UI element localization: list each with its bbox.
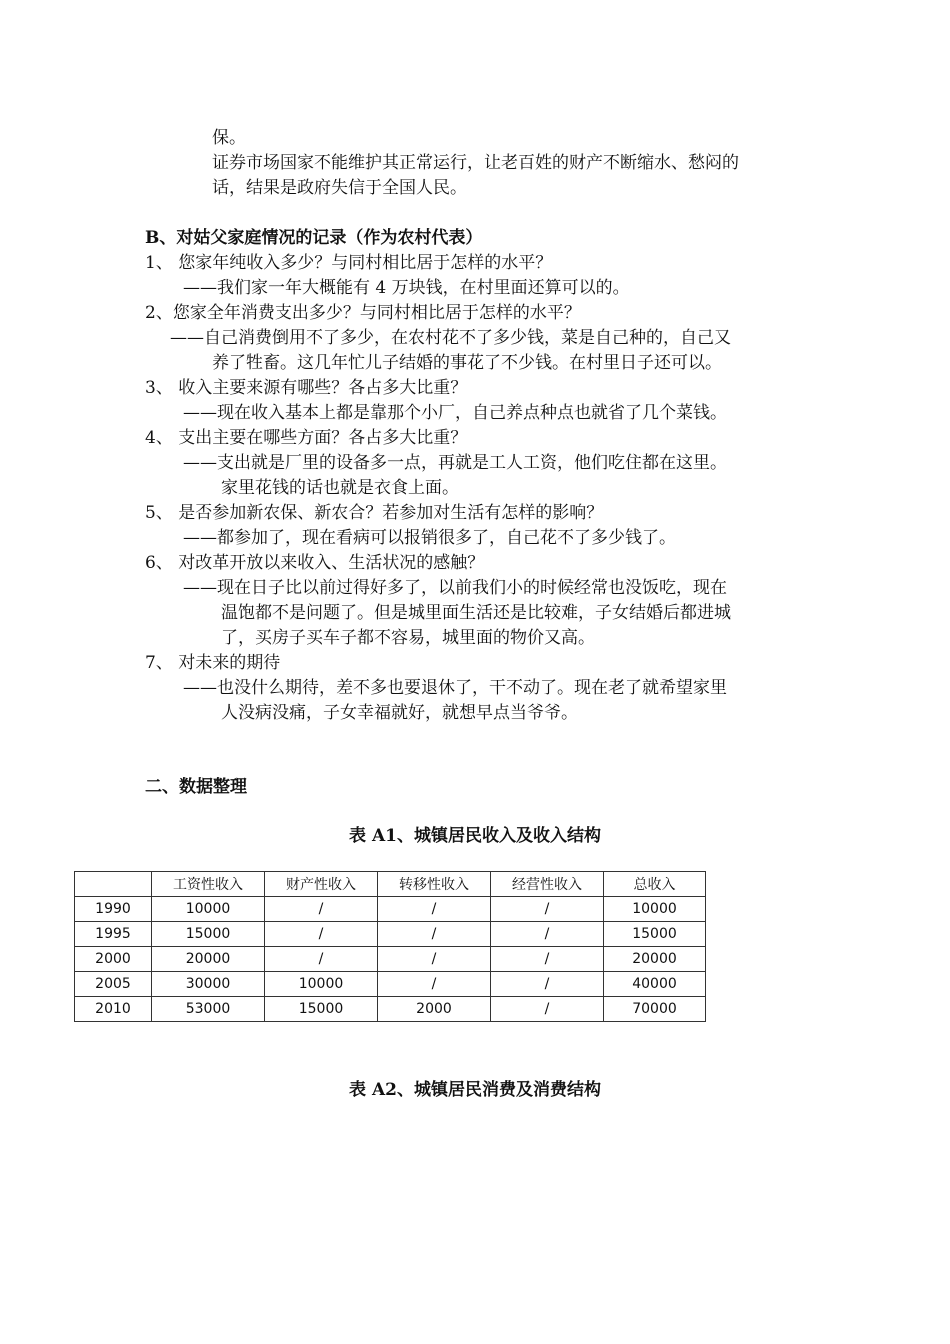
table-row — [75, 972, 706, 997]
answer-2-line: 养了牲畜。这几年忙儿子结婚的事花了不少钱。在村里日子还可以。 — [212, 353, 722, 373]
year-cell: 2010 — [75, 997, 152, 1022]
answer-4-line: ——支出就是厂里的设备多一点，再就是工人工资，他们吃住都在这里。 — [183, 453, 727, 473]
question-5: 5、 是否参加新农保、新农合？若参加对生活有怎样的影响？ — [145, 503, 604, 523]
table-row — [75, 922, 706, 947]
table-a2-title: 表 A2、城镇居民消费及消费结构 — [349, 1080, 601, 1100]
question-6: 6、 对改革开放以来收入、生活状况的感触？ — [145, 553, 485, 573]
table-row — [75, 897, 706, 922]
table-cell: / — [491, 897, 604, 922]
table-cell: 10000 — [265, 972, 378, 997]
year-cell: 2000 — [75, 947, 152, 972]
answer-1-line: ——我们家一年大概能有 4 万块钱，在村里面还算可以的。 — [183, 278, 630, 298]
table-cell: 15000 — [152, 922, 265, 947]
answer-4-line: 家里花钱的话也就是衣食上面。 — [221, 478, 459, 498]
table-cell: / — [378, 922, 491, 947]
table-cell: 20000 — [152, 947, 265, 972]
question-3: 3、 收入主要来源有哪些？各占多大比重？ — [145, 378, 468, 398]
section-b-title: B、对姑父家庭情况的记录（作为农村代表） — [145, 228, 483, 248]
answer-6-line: ——现在日子比以前过得好多了，以前我们小的时候经常也没饭吃，现在 — [183, 578, 727, 598]
table-cell: / — [265, 922, 378, 947]
question-4: 4、 支出主要在哪些方面？各占多大比重？ — [145, 428, 468, 448]
table-cell: / — [378, 897, 491, 922]
table-cell: / — [265, 897, 378, 922]
table-a1-title: 表 A1、城镇居民收入及收入结构 — [349, 826, 601, 846]
answer-6-line: 温饱都不是问题了。但是城里面生活还是比较难，子女结婚后都进城 — [221, 603, 731, 623]
table-cell: / — [378, 947, 491, 972]
header-cell: 总收入 — [604, 872, 706, 897]
table-cell: 40000 — [604, 972, 706, 997]
table-row — [75, 997, 706, 1022]
table-cell: / — [491, 997, 604, 1022]
table-cell: / — [265, 947, 378, 972]
table-cell: 70000 — [604, 997, 706, 1022]
year-cell: 1990 — [75, 897, 152, 922]
table-cell: 53000 — [152, 997, 265, 1022]
header-cell: 经营性收入 — [491, 872, 604, 897]
question-7: 7、 对未来的期待 — [145, 653, 281, 673]
paragraph-line: 证券市场国家不能维护其正常运行，让老百姓的财产不断缩水、愁闷的 — [212, 153, 739, 173]
table-cell: 10000 — [604, 897, 706, 922]
table-cell: 10000 — [152, 897, 265, 922]
year-cell: 1995 — [75, 922, 152, 947]
table-cell: / — [378, 972, 491, 997]
table-cell: 2000 — [378, 997, 491, 1022]
answer-6-line: 了，买房子买车子都不容易，城里面的物价又高。 — [221, 628, 595, 648]
table-cell: 20000 — [604, 947, 706, 972]
table-cell: / — [491, 922, 604, 947]
question-2: 2、您家全年消费支出多少？与同村相比居于怎样的水平？ — [145, 303, 581, 323]
question-1: 1、 您家年纯收入多少？与同村相比居于怎样的水平？ — [145, 253, 553, 273]
answer-3-line: ——现在收入基本上都是靠那个小厂，自己养点种点也就省了几个菜钱。 — [183, 403, 727, 423]
paragraph-line: 保。 — [212, 128, 246, 148]
year-cell: 2005 — [75, 972, 152, 997]
header-cell: 转移性收入 — [378, 872, 491, 897]
table-cell: / — [491, 972, 604, 997]
section-two-title: 二、数据整理 — [145, 777, 247, 797]
table-cell: 15000 — [265, 997, 378, 1022]
paragraph-line: 话，结果是政府失信于全国人民。 — [212, 178, 467, 198]
answer-5-line: ——都参加了，现在看病可以报销很多了，自己花不了多少钱了。 — [183, 528, 676, 548]
answer-7-line: ——也没什么期待，差不多也要退休了，干不动了。现在老了就希望家里 — [183, 678, 727, 698]
table-cell: 30000 — [152, 972, 265, 997]
table-cell: 15000 — [604, 922, 706, 947]
answer-2-line: ——自己消费倒用不了多少，在农村花不了多少钱，菜是自己种的，自己又 — [170, 328, 731, 348]
table-header-row — [75, 872, 706, 897]
header-cell — [75, 872, 152, 897]
answer-7-line: 人没病没痛，子女幸福就好，就想早点当爷爷。 — [221, 703, 578, 723]
table-cell: / — [491, 947, 604, 972]
table-row — [75, 947, 706, 972]
header-cell: 工资性收入 — [152, 872, 265, 897]
header-cell: 财产性收入 — [265, 872, 378, 897]
income-table — [74, 871, 706, 1022]
